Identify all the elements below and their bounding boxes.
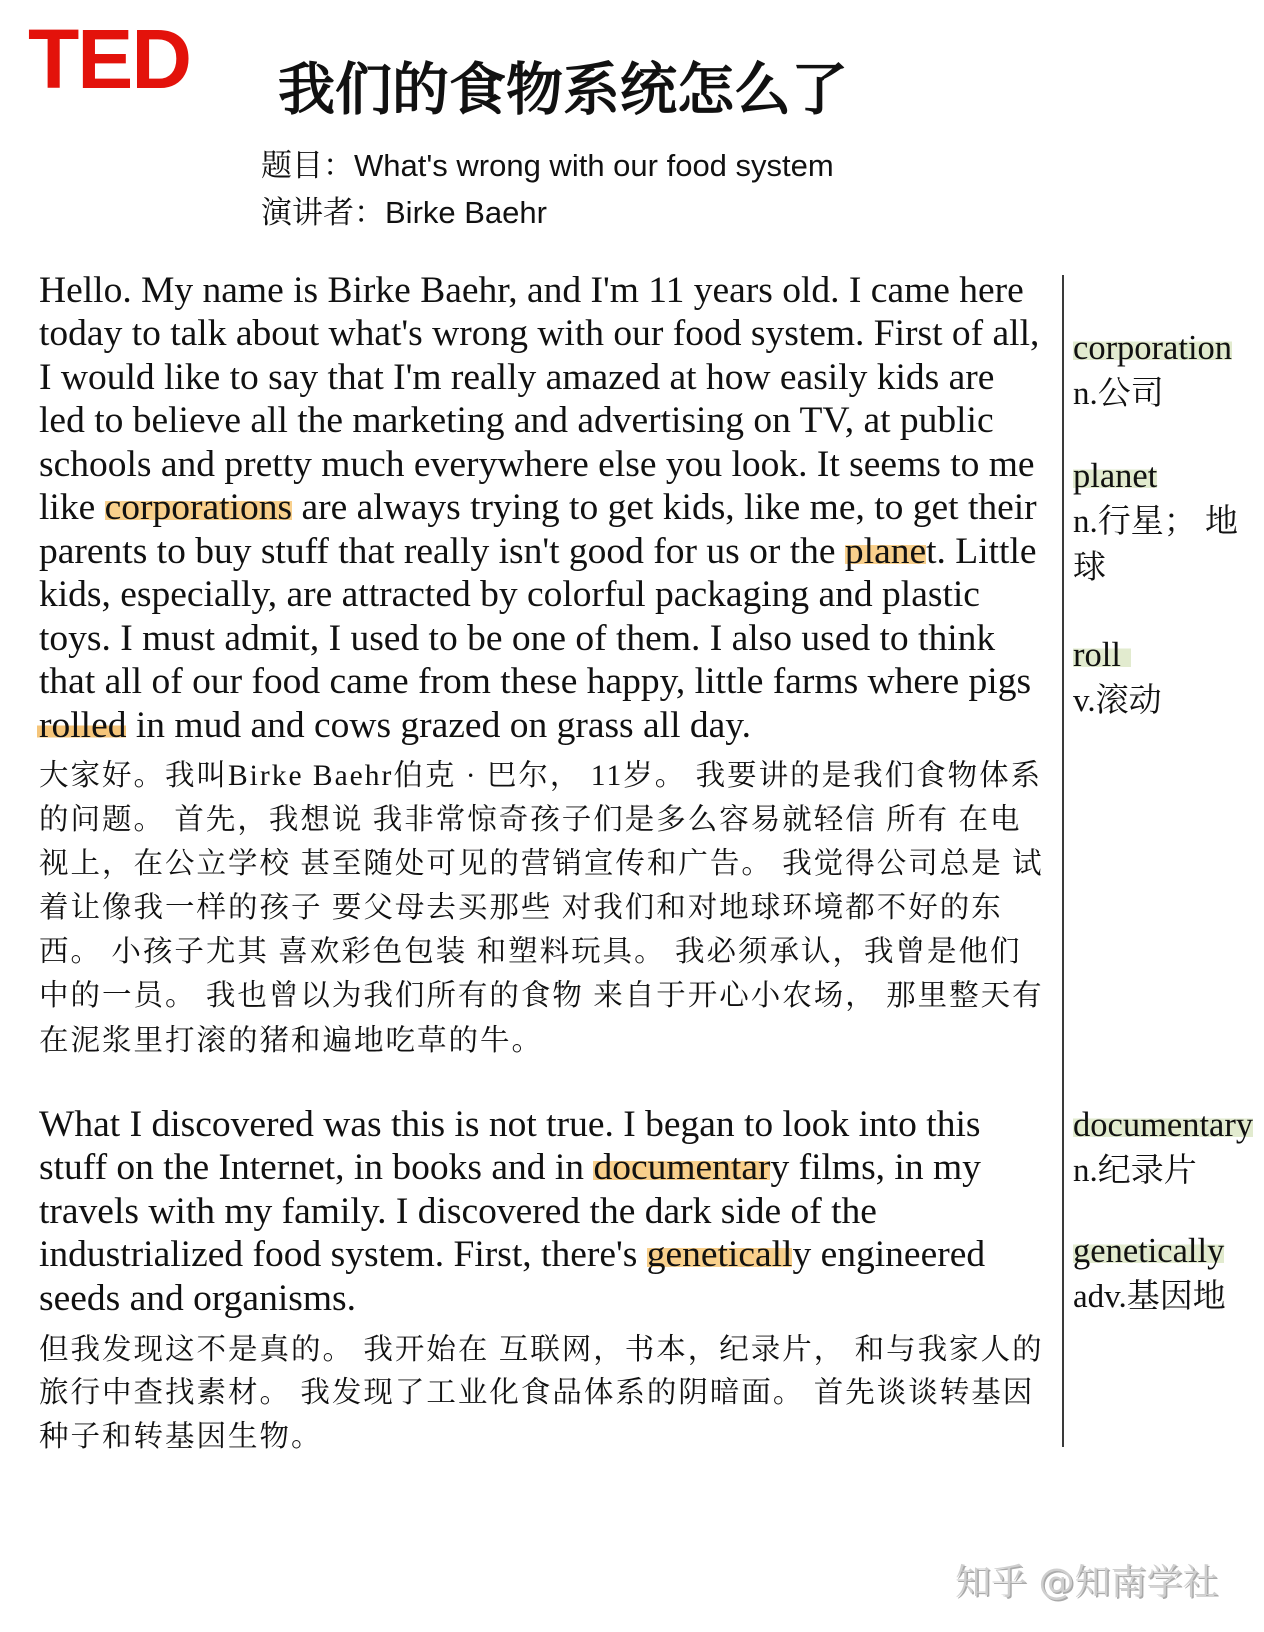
topic-line: [261, 144, 834, 188]
vocab-word: planet: [1073, 457, 1158, 495]
english-paragraph-2: [39, 1103, 985, 1321]
transcript-line: seeds and organisms.: [39, 1277, 356, 1319]
vocab-word-line: [1073, 632, 1162, 678]
vocab-word-line: [1073, 325, 1232, 371]
vocab-word-line: [1073, 1102, 1253, 1148]
vertical-divider: [1062, 275, 1064, 1447]
transcript-line: toys. I must admit, I used to be one of them. I also used to think: [39, 617, 996, 659]
vocab-definition: v.滚动: [1073, 683, 1162, 719]
vocab-entry-corporation: [1073, 325, 1232, 417]
text-segment: like: [39, 487, 105, 529]
vocab-entry-genetically: [1073, 1228, 1226, 1320]
transcript-line: What I discovered was this is not true. I began to look into this: [39, 1103, 981, 1145]
translation-line: 着让像我一样的孩子 要父母去买那些 对我们和对地球环境都不好的东: [39, 892, 1003, 925]
highlighted-word-corporations: corporations: [104, 487, 293, 529]
vocab-word: genetically: [1073, 1232, 1225, 1270]
speaker-value: Birke Baehr: [385, 195, 547, 230]
transcript-line: [39, 530, 1039, 574]
transcript-line: led to believe all the marketing and advertising on TV, at public: [39, 400, 994, 442]
vocab-definition: 球: [1073, 550, 1106, 586]
translation-line: 中的一员。 我也曾以为我们所有的食物 来自于开心小农场， 那里整天有: [39, 980, 1044, 1013]
text-segment: stuff on the Internet, in books and in: [39, 1147, 594, 1189]
speaker-line: [261, 191, 547, 235]
translation-line: 西。 小孩子尤其 喜欢彩色包装 和塑料玩具。 我必须承认，我曾是他们: [39, 936, 1022, 969]
transcript-line: [39, 704, 1039, 748]
translation-line: 在泥浆里打滚的猪和遍地吃草的牛。: [39, 1024, 544, 1057]
text-segment: in mud and cows grazed on grass all day.: [126, 704, 751, 746]
transcript-line: travels with my family. I discovered the dark side of the: [39, 1190, 877, 1232]
transcript-line: Hello. My name is Birke Baehr, and I'm 11 years old. I came here: [39, 269, 1024, 311]
topic-label: 题目：: [261, 148, 354, 183]
vocab-definition: adv.基因地: [1073, 1279, 1226, 1315]
vocab-word-line: [1073, 453, 1238, 499]
transcript-line: [39, 486, 1039, 530]
vocab-entry-documentary: [1073, 1102, 1253, 1194]
vocab-word: documentary: [1073, 1106, 1254, 1144]
transcript-line: [39, 1233, 985, 1277]
chinese-paragraph-1: [39, 754, 1044, 1063]
page-title: 我们的食物系统怎么了: [278, 57, 848, 123]
text-segment: y films, in my: [770, 1147, 981, 1189]
text-segment: parents to buy stuff that really isn't good for us or the: [39, 530, 845, 572]
vocab-definition: n.纪录片: [1073, 1153, 1197, 1189]
text-segment: t. Little: [926, 530, 1037, 572]
vocab-word-line: [1073, 1228, 1226, 1274]
translation-line: 但我发现这不是真的。 我开始在 互联网，书本，纪录片， 和与我家人的: [39, 1333, 1044, 1366]
vocab-word: corporation: [1073, 329, 1233, 367]
vocab-entry-planet: [1073, 453, 1238, 591]
translation-line: 种子和转基因生物。: [39, 1420, 323, 1453]
highlighted-word-documentary: documentar: [593, 1147, 771, 1189]
vocab-entry-roll: [1073, 632, 1162, 724]
highlighted-word-planet: plane: [844, 530, 927, 572]
transcript-line: schools and pretty much everywhere else you look. It seems to me: [39, 443, 1035, 485]
vocab-definition: n.行星； 地: [1073, 504, 1238, 540]
text-segment: y engineered: [792, 1234, 986, 1276]
translation-line: 旅行中查找素材。 我发现了工业化食品体系的阴暗面。 首先谈谈转基因: [39, 1377, 1035, 1409]
english-paragraph-1: [39, 269, 1039, 748]
text-segment: are always trying to get kids, like me, to get their: [292, 487, 1037, 529]
transcript-line: kids, especially, are attracted by colorful packaging and plastic: [39, 574, 980, 616]
vocab-word: roll: [1073, 636, 1131, 674]
highlighted-word-genetically: geneticall: [646, 1234, 793, 1276]
transcript-line: that all of our food came from these happy, little farms where pigs: [39, 661, 1032, 703]
text-segment: industrialized food system. First, there's: [39, 1234, 647, 1276]
ted-logo: TED: [28, 12, 190, 106]
topic-value: What's wrong with our food system: [354, 148, 834, 183]
zhihu-watermark: 知乎 @知南学社: [955, 1562, 1219, 1603]
transcript-line: I would like to say that I'm really amazed at how easily kids are: [39, 356, 995, 398]
translation-line: 视上，在公立学校 甚至随处可见的营销宣传和广告。 我觉得公司总是 试: [39, 847, 1044, 880]
speaker-label: 演讲者：: [261, 195, 385, 230]
highlighted-word-rolled: rolled: [39, 704, 127, 746]
translation-line: 的问题。 首先，我想说 我非常惊奇孩子们是多么容易就轻信 所有 在电: [39, 803, 1022, 836]
chinese-paragraph-2: [39, 1329, 1044, 1460]
transcript-line: [39, 1146, 985, 1190]
vocab-definition: n.公司: [1073, 376, 1164, 412]
transcript-line: today to talk about what's wrong with our food system. First of all,: [39, 313, 1040, 355]
translation-line: 大家好。我叫Birke Baehr伯克 · 巴尔， 11岁。 我要讲的是我们食物体系: [39, 759, 1043, 792]
